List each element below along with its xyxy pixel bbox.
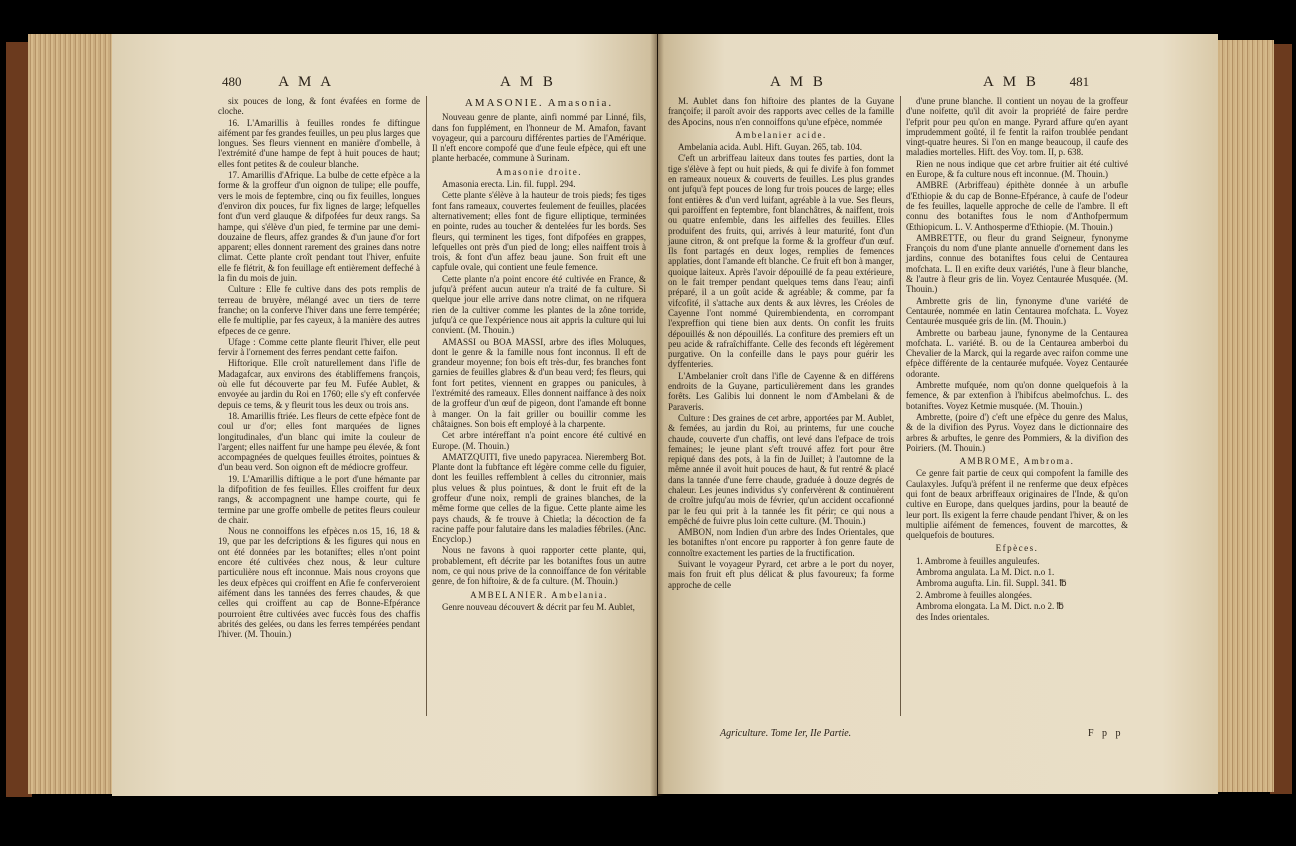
paragraph: Ambroma augufta. Lin. fil. Suppl. 341. ℔ [916,578,1067,589]
paragraph: Ambroma elongata. La M. Dict. n.o 2. ℔ [916,600,1064,611]
left-header-left: A M A [278,74,335,90]
paragraph: M. Aublet dans fon hiftoire des plantes de la Guyane françoife; il paroît avoir des rapports avec celles de la famille des Apocins, nous n'en connoiffons qu'une efpèce, nommée [668,96,894,127]
right-column-2 [906,96,1128,624]
paragraph: AMATZQUITI, five unedo papyracea. Nieremberg Bot. Plante dont la fubftance eft légère comme celle du figuier, dont les feuilles reffemblent à celles du citronnier, mais plus velues & plus pointues, & dont le fruit eft de la groffeur d'une noix, rempli de graines blanches, de la même forme que celles de la figue. Cette plante aime les pays chauds, & fe trouve à Chietla; la décoction de fa racine paffe pour falutaire dans les maladies fébriles. (Anc. Encyclop.) [432,451,646,545]
paragraph: Rien ne nous indique que cet arbre fruitier ait été cultivé en Europe, & fa culture nous eft inconnue. (M. Thouin.) [906,158,1128,180]
paragraph: 19. L'Amarillis diftique a le port d'une hémante par la difpofition de fes feuilles. Elles croiffent fur deux rangs, & accompagnent une hampe courte, qui fe termine par une groffe ombelle de petites fleurs couleur de chair. [218,473,420,525]
left-column-1 [218,96,420,640]
paragraph: Genre nouveau découvert & décrit par feu M. Aublet, [442,601,635,612]
left-running-head [222,74,334,91]
page-signature: F p p [1088,728,1124,739]
paragraph: 17. Amarillis d'Afrique. La bulbe de cette efpèce a la forme & la groffeur d'un oignon de tulipe; elle pouffe, vers le mois de feptembre, cinq ou fix feuilles, longues d'environ dix pouces, fur fix lignes de large; lefquelles font d'un verd glauque & difpofées fur deux rangs. Sa hampe, qui s'élève d'un pied, fe termine par une demi-douzaine de fleurs, affez grandes & d'un jaune d'or fort apparent; elles donnent rarement des graines dans notre climat. Cette plante croît pendant tout l'hiver, enfuite elle fe flétrit, & fon feuillage eft entièrement deffeché à la fin du mois de juin. [218,170,420,284]
right-header-left: A M B [770,74,826,90]
paragraph: Culture : Elle fe cultive dans des pots remplis de terreau de bruyère, mélangé avec un tiers de terre franche; on la conferve l'hiver dans une ferre tempérée; elle fe multiplie, par fes cayeux, à la manière des autres efpeces de ce genre. [218,284,420,336]
paragraph: six pouces de long, & font évafées en forme de cloche. [218,96,420,117]
paragraph: Culture : Des graines de cet arbre, apportées par M. Aublet, & femées, au jardin du Roi, au printems, fur une couche chaude, couverte d'un chaffis, ont levé dans l'efpace de trois femaines; le jeune plant s'eft trouvé affez fort pour être repiqué dans des pots, à la fin de Juillet; à l'automne de la même année il avoit huit pouces de haut, & fut rentré & placé dans la tannée d'une ferre chaude, graduée à douze degrés de chaleur. Les jeunes individus s'y confervèrent & continuèrent de croître jufqu'au mois de février, qu'un accident occafionné par le feu qui prit à la tannée les fit périr; ce qui nous a empêché de fuivre plus loin cette culture. (M. Thouin.) [668,412,894,526]
paragraph: 18. Amarillis ftriée. Les fleurs de cette efpèce font de coul ur d'or; elles font marquées de lignes longitudinales, d'un blanc qui imite la couleur de l'argent; elles naiffent fur une hampe peu élevée, & font accompagnées de quelques feuilles étroites, pointues & d'un beau verd. Son oignon eft de médiocre groffeur. [218,410,420,473]
paragraph: Ufage : Comme cette plante fleurit l'hiver, elle peut fervir à l'ornement des ferres pendant cette faifon. [218,336,420,358]
paragraph: Cette plante s'élève à la hauteur de trois pieds; fes tiges font fans rameaux, couvertes feulement de feuilles, placées alternativement; elles font de figure elliptique, terminées en pointe, rudes au toucher & dentelées fur les bords. Ses fleurs, qui terminent les tiges, font difpofées en grappes, lefquelles ont près d'un pied de long; elles naiffent trois à trois, & font d'un affez beau jaune. Son fruit eft une capfule ovale, qui contient une feule femence. [432,190,646,273]
left-header-right: A M B [500,74,556,90]
left-page-number: 480 [222,74,242,89]
paragraph: Nous ne favons à quoi rapporter cette plante, qui, probablement, eft décrite par les botaniftes fous un autre nom, ce qui nous prive de la connoiffance de fon véritable genre, de fon hiftoire, & de fa culture. (M. Thouin.) [432,545,646,587]
paragraph: Ambrette mufquée, nom qu'on donne quelquefois à la femence, & par extenfion à l'hibifcus abelmofchus. L. des botaniftes. Voyez Ketmie musquée. (M. Thouin.) [906,380,1128,411]
paragraph: AMASSI ou BOA MASSI, arbre des ifles Moluques, dont le genre & la famille nous font inconnus. Il eft de grandeur moyenne; fon bois eft très-dur, fes branches font garnies de feuilles glabres & d'un beau verd; fes fleurs, qui font fort petites, viennent en grappes ou panicules, à l'extrémité des rameaux. Elles donnent naiffance à des noix de la groffeur d'un œuf de pigeon, dont l'amande eft bonne à manger. On la fait griller ou bouillir comme les châtaignes. Son bois eft employé à la charpente. [432,336,646,429]
left-page [112,34,657,796]
paragraph: Ambelania acida. Aubl. Hift. Guyan. 265, tab. 104. [678,142,862,153]
paragraph: Cet arbre intéreffant n'a point encore été cultivé en Europe. (M. Thouin.) [432,430,646,451]
left-column-2 [432,96,646,613]
right-running-head [983,74,1089,91]
paragraph: d'une prune blanche. Il contient un noyau de la groffeur d'une noifette, qu'il dit avoir la propriété de faire perdre l'efprit pour peu qu'on en mange. Pyrard affure qu'en ayant imprudemment goûté, il fe fentit la raifon troublée pendant vingt-quatre heures. Si l'on en mange beaucoup, il caufe des maladies mortelles. Hift. des Voy. tom. II, p. 638. [906,96,1128,158]
paragraph: Ambelanier acide. [735,129,827,140]
paragraph: AMBELANIER. Ambelania. [470,589,608,600]
paragraph: C'eft un arbriffeau laiteux dans toutes fes parties, dont la tige s'élève à fept ou huit pieds, & qui fe divife à fon fommet en rameaux noueux & couverts de feuilles. Les plus grandes ont jufqu'à fept pouces de long fur trois pouces de large; elles font entières & d'un verd luifant, agréable à la vue. Ses fleurs, qui paroiffent en feptembre, font blanchâtres, & naiffent, trois ou quatre enfemble, dans les aiffelles des feuilles. Elles produifent des fruits, qui, arrivés à leur maturité, font d'un jaune citron, & ont prefque la forme & la groffeur d'un œuf. Ils font partagés en deux loges, remplies de femences applaties, dont l'amande eft blanche. Ce fruit eft bon à manger, quoique laiteux. Après l'avoir dépouillé de fa peau extérieure, on le fait tremper pendant quelques tems dans l'eau; ainfi préparé, il a un goût acide & agréable; & comme, par fa vifcofité, il s'attache aux dents & aux lèvres, les Créoles de Cayenne l'ont nommé Quirembiendenta, en corrompant l'expreffion qui tiene bien aux dents. On confit les fruits dépouillés & non dépouillés. La confiture des premiers eft un peu acide & rafraîchiffante. Celle des feconds eft légèrement purgative. On la confeille dans le pays pour guérir les dyffenteries. [668,153,894,370]
paragraph: Ambrette, (poire d') c'eft une efpèce du genre des Malus, & de la divifion des Pyrus. Voyez dans le dictionnaire des arbres & arbuftes, le genre des Pommiers, & la divifion des Poiriers. (M. Thouin.) [906,411,1128,453]
right-header-right: A M B [983,74,1039,90]
paragraph: 2. Ambrome à feuilles alongées. [916,589,1032,600]
paragraph: Hiftorique. Elle croît naturellement dans l'ifle de Madagafcar, aux environs des établiffemens françois, où elle fut découverte par feu M. Fufée Aublet, & envoyée au jardin du Roi en 1760; elle s'y eft confervée depuis ce tems, & y fleurit tous les deux ou trois ans. [218,358,420,410]
paragraph: Ce genre fait partie de ceux qui compofent la famille des Caulaxyles. Jufqu'à préfent il ne renferme que deux efpèces qui font de beaux arbriffeaux originaires de l'Inde, & qu'on cultive en Europe, dans quelques jardins, pour la beauté de leur port. Ils exigent la ferre chaude pendant l'hiver, & on les multiplie aifément de femences, fouvent de marcottes, & quelquefois de boutures. [906,468,1128,541]
paragraph: Efpèces. [995,543,1039,554]
paragraph: Suivant le voyageur Pyrard, cet arbre a le port du noyer, mais fon fruit eft plus délicat & plus favoureux; fa forme approche de celle [668,559,894,590]
paragraph: L'Ambelanier croît dans l'ifle de Cayenne & en différens endroits de la Guyane, particulièrement dans les grandes forêts. Les Galibis lui donnent le nom d'Ambelani & de Paraveris. [668,370,894,412]
paragraph: Cette plante n'a point encore été cultivée en France, & jufqu'à préfent aucun auteur n'a traité de fa culture. Si quelque jour elle arrive dans notre climat, on ne rifquera rien de la cultiver comme les plantes de la zône torride, jufqu'à ce que l'expérience nous ait appris la culture qui lui convient. (M. Thouin.) [432,273,646,336]
signature-line: Agriculture. Tome Ier, IIe Partie. [720,728,852,739]
paragraph: Nouveau genre de plante, ainfi nommé par Linné, fils, dans fon fupplément, en l'honneur de M. Amafon, favant voyageur, qui a parcouru différentes parties de l'Amérique. Il n'eft encore compofé que d'une feule efpèce, qui eft une plante herbacée, commune à Surinam. [432,112,646,164]
paragraph: Amasonie droite. [496,166,582,177]
paragraph: Ambroma angulata. La M. Dict. n.o 1. [916,567,1055,578]
paragraph: Nous ne connoiffons les efpèces n.os 15, 16, 18 & 19, que par les defcriptions & les figures qui nous en ont été données par les botaniftes; elles n'ont point encore été cultivées chez nous, & leur culture particulière nous eft inconnue. Mais nous croyons que les deux efpèces qui croiffent en Afie fe conferveroient aifément dans les tannées des ferres chaudes, & que celles qui croiffent au cap de Bonne-Efpérance pourroient être cultivées avec fuccès fous des chaffis abrités des gelées, ou dans les ferres tempérées pendant l'hiver. (M. Thouin.) [218,526,420,640]
column-rule [900,96,901,716]
article-heading: AMASONIE. Amasonia. [464,97,614,109]
right-page-number: 481 [1069,74,1090,89]
paragraph: Amasonia erecta. Lin. fil. fuppl. 294. [442,179,576,190]
paragraph: AMBROME, Ambroma. [959,456,1075,467]
page-edges-right [1210,40,1274,792]
paragraph: des Indes orientales. [916,612,990,623]
paragraph: Ambrette ou barbeau jaune, fynonyme de la Centaurea mofchata. L. variété. B. ou de la Centaurea amberboi du Chevalier de la Marck, qui la regarde avec raifon comme une efpèce différente de la centaurée mufquée. Voyez Centaurée odorante. [906,327,1128,379]
paragraph: Ambrette gris de lin, fynonyme d'une variété de Centaurée, nommée en latin Centaurea mofchata. L. Voyez Centaurée musquée gris de lin. (M. Thouin.) [906,295,1128,327]
column-rule [426,96,427,716]
right-column-1 [668,96,894,591]
book-gutter [650,34,664,796]
paragraph: AMBRETTE, ou fleur du grand Seigneur, fynonyme François du nom d'une plante annuelle d'ornement dans les jardins, connue des botaniftes fous celui de Centaurea mofchata. L. Il en exifte deux variétés, l'une à fleur blanche, & l'autre à fleur gris de lin. Voyez Centaurée Musquée. (M. Thouin.) [906,232,1128,295]
page-edges-left [28,34,114,794]
paragraph: 1. Ambrome à feuilles anguleufes. [916,555,1040,566]
paragraph: 16. L'Amarillis à feuilles rondes fe diftingue aifément par fes grandes feuilles, un peu plus larges que longues. Ses fleurs viennent en manière d'ombelle, à l'extrémité d'une hampe de fept à huit pouces de haut; elles font petites & de couleur blanche. [218,117,420,169]
right-page [658,34,1218,794]
paragraph: AMBRE (Arbriffeau) épithète donnée à un arbufle d'Ethiopie & du cap de Bonne-Efpérance, à caufe de l'odeur de fes feuilles, laquelle approche de celle de l'ambre. Il eft connu des botaniftes fous le nom d'Anthofpermum Œthiopicum. L. V. Anthospermе d'Ethiopie. (M. Thouin.) [906,180,1128,232]
paragraph: AMBON, nom Indien d'un arbre des Indes Orientales, que les botaniftes n'ont encore pu rapporter à fon genre faute de connoître exactement les parties de la fructification. [668,527,894,558]
